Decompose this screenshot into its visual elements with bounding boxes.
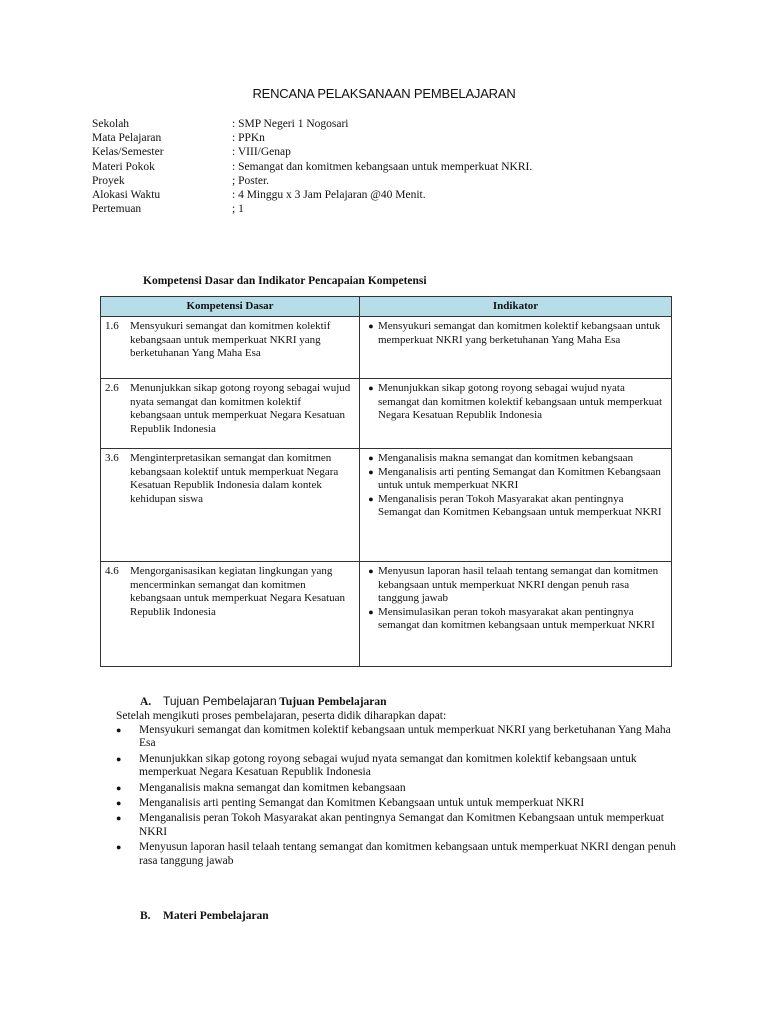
tujuan-item bbox=[116, 797, 686, 810]
bullet-icon: ● bbox=[116, 798, 122, 809]
bullet-icon: ● bbox=[368, 466, 374, 477]
info-value: : PPKn bbox=[232, 132, 265, 145]
info-row bbox=[92, 131, 532, 145]
info-label: Sekolah bbox=[92, 118, 130, 130]
tujuan-item-text: Menganalisis makna semangat dan komitmen kebangsaan bbox=[139, 781, 406, 794]
indicator-text: Menganalisis arti penting Semangat dan Komitmen Kebangsaan untuk untuk memperkuat NKRI bbox=[378, 465, 661, 492]
competency-number: 1.6 bbox=[105, 320, 119, 332]
page-title: RENCANA PELAKSANAAN PEMBELAJARAN bbox=[252, 86, 516, 101]
competency-row bbox=[101, 562, 672, 667]
competency-item bbox=[105, 382, 355, 436]
indicator-item bbox=[364, 452, 667, 466]
competency-row bbox=[101, 449, 672, 562]
competency-table-body bbox=[101, 317, 672, 667]
info-label: Proyek bbox=[92, 174, 125, 187]
materi-heading-text: Materi Pembelajaran bbox=[163, 910, 269, 922]
indicator-list bbox=[364, 382, 667, 423]
info-value: : 4 Minggu x 3 Jam Pelajaran @40 Menit. bbox=[232, 189, 426, 202]
info-row bbox=[92, 160, 532, 174]
bullet-icon: ● bbox=[116, 813, 122, 824]
indicator-text: Mensyukuri semangat dan komitmen kolektif kebangsaan untuk memperkuat NKRI yang berketuhanan Yang Maha Esa bbox=[378, 320, 661, 346]
materi-heading bbox=[140, 910, 269, 922]
kd-section-heading: Kompetensi Dasar dan Indikator Pencapaian Kompetensi bbox=[143, 275, 427, 287]
competency-cell bbox=[101, 562, 360, 667]
competency-cell bbox=[101, 379, 360, 449]
indicator-text: Menganalisis peran Tokoh Masyarakat akan pentingnya Semangat dan Komitmen Kebangsaan untuk memperkuat NKRI bbox=[378, 492, 662, 519]
competency-number: 4.6 bbox=[105, 565, 119, 577]
tujuan-item bbox=[116, 841, 686, 868]
bullet-icon: ● bbox=[368, 493, 374, 504]
info-label: Materi Pokok bbox=[92, 160, 155, 173]
info-row bbox=[92, 188, 532, 202]
info-value: ; Poster. bbox=[232, 174, 270, 187]
bullet-icon: ● bbox=[368, 383, 374, 393]
tujuan-list bbox=[116, 724, 686, 870]
indicator-cell bbox=[360, 449, 672, 562]
tujuan-item-text: Menganalisis arti penting Semangat dan Komitmen Kebangsaan untuk untuk memperkuat NKRI bbox=[139, 797, 585, 810]
indicator-item bbox=[364, 493, 667, 520]
competency-number: 3.6 bbox=[105, 452, 119, 464]
materi-letter: B. bbox=[140, 910, 151, 922]
info-value: : VIII/Genap bbox=[232, 146, 291, 159]
tujuan-item bbox=[116, 782, 686, 795]
school-info-body bbox=[92, 117, 532, 216]
competency-item bbox=[105, 452, 355, 506]
tujuan-intro: Setelah mengikuti proses pembelajaran, peserta didik diharapkan dapat: bbox=[116, 710, 447, 722]
school-info-table bbox=[92, 117, 532, 216]
indicator-item bbox=[364, 565, 667, 606]
info-value: ; 1 bbox=[232, 203, 244, 216]
tujuan-item bbox=[116, 812, 686, 839]
info-row bbox=[92, 145, 532, 159]
indicator-text: Mensimulasikan peran tokoh masyarakat akan pentingnya semangat dan komitmen kebangsaan untuk memperkuat NKRI bbox=[378, 605, 655, 632]
info-row bbox=[92, 174, 532, 188]
tujuan-item-text: Mensyukuri semangat dan komitmen kolektif kebangsaan untuk memperkuat NKRI yang berketuhanan Yang Maha Esa bbox=[139, 724, 671, 750]
bullet-icon: ● bbox=[368, 606, 374, 617]
info-value: : Semangat dan komitmen kebangsaan untuk memperkuat NKRI. bbox=[232, 160, 533, 173]
competency-cell bbox=[101, 317, 360, 379]
info-label: Pertemuan bbox=[92, 203, 142, 216]
info-label: Mata Pelajaran bbox=[92, 132, 162, 145]
indicator-cell bbox=[360, 379, 672, 449]
bullet-icon: ● bbox=[368, 453, 374, 463]
tujuan-item-text: Menyusun laporan hasil telaah tentang semangat dan komitmen kebangsaan untuk memperkuat NKRI dengan penuh rasa tanggung jawab bbox=[139, 841, 676, 867]
header-indikator: Indikator bbox=[360, 297, 672, 317]
indicator-list bbox=[364, 565, 667, 633]
bullet-icon: ● bbox=[368, 321, 374, 331]
info-label: Alokasi Waktu bbox=[92, 189, 161, 202]
bullet-icon: ● bbox=[368, 566, 374, 576]
indicator-list bbox=[364, 452, 667, 520]
info-row bbox=[92, 117, 532, 131]
info-label: Kelas/Semester bbox=[92, 146, 164, 159]
tujuan-heading-serif: Tujuan Pembelajaran bbox=[279, 696, 387, 708]
tujuan-item bbox=[116, 753, 686, 780]
competency-table-header-row bbox=[101, 297, 672, 317]
indicator-item bbox=[364, 382, 667, 423]
header-kompetensi-dasar: Kompetensi Dasar bbox=[101, 297, 360, 317]
bullet-icon: ● bbox=[116, 725, 122, 735]
competency-table bbox=[100, 296, 672, 667]
tujuan-letter: A. bbox=[140, 696, 152, 708]
indicator-text: Menunjukkan sikap gotong royong sebagai wujud nyata semangat dan komitmen kolektif kebangsaan untuk memperkuat Negara Kesatuan Republik Indonesia bbox=[378, 382, 663, 422]
indicator-text: Menganalisis makna semangat dan komitmen kebangsaan bbox=[378, 452, 634, 464]
tujuan-item-text: Menganalisis peran Tokoh Masyarakat akan pentingnya Semangat dan Komitmen Kebangsaan untuk memperkuat NKRI bbox=[139, 812, 664, 838]
tujuan-item-text: Menunjukkan sikap gotong royong sebagai wujud nyata semangat dan komitmen kolektif kebangsaan untuk memperkuat Negara Kesatuan Republik Indonesia bbox=[139, 752, 637, 779]
indicator-cell bbox=[360, 317, 672, 379]
indicator-list bbox=[364, 320, 667, 347]
competency-text: Menginterpretasikan semangat dan komitmen kebangsaan kolektif untuk memperkuat Negara Kesatuan Republik Indonesia dalam kontek kehidupan siswa bbox=[130, 452, 339, 505]
bullet-icon: ● bbox=[116, 753, 122, 764]
competency-number: 2.6 bbox=[105, 382, 119, 394]
tujuan-heading bbox=[140, 694, 387, 708]
indicator-item bbox=[364, 320, 667, 347]
bullet-icon: ● bbox=[116, 842, 122, 853]
bullet-icon: ● bbox=[116, 782, 122, 793]
competency-text: Mensyukuri semangat dan komitmen kolektif kebangsaan untuk memperkuat NKRI yang berketuhanan Yang Maha Esa bbox=[130, 320, 331, 360]
info-value: : SMP Negeri 1 Nogosari bbox=[232, 118, 349, 130]
competency-row bbox=[101, 379, 672, 449]
competency-item bbox=[105, 320, 355, 361]
indicator-cell bbox=[360, 562, 672, 667]
competency-cell bbox=[101, 449, 360, 562]
competency-text: Menunjukkan sikap gotong royong sebagai wujud nyata semangat dan komitmen kolektif kebangsaan untuk memperkuat Negara Kesatuan Republik Indonesia bbox=[130, 382, 351, 435]
indicator-text: Menyusun laporan hasil telaah tentang semangat dan komitmen kebangsaan untuk memperkuat NKRI dengan penuh rasa tanggung jawab bbox=[378, 565, 659, 605]
tujuan-heading-sans: Tujuan Pembelajaran bbox=[163, 694, 277, 708]
competency-row bbox=[101, 317, 672, 379]
competency-text: Mengorganisasikan kegiatan lingkungan yang mencerminkan semangat dan komitmen kebangsaan untuk memperkuat Negara Kesatuan Republik Indonesia bbox=[130, 565, 346, 618]
competency-item bbox=[105, 565, 355, 619]
info-row bbox=[92, 202, 532, 216]
tujuan-item bbox=[116, 724, 686, 751]
indicator-item bbox=[364, 606, 667, 633]
indicator-item bbox=[364, 466, 667, 493]
